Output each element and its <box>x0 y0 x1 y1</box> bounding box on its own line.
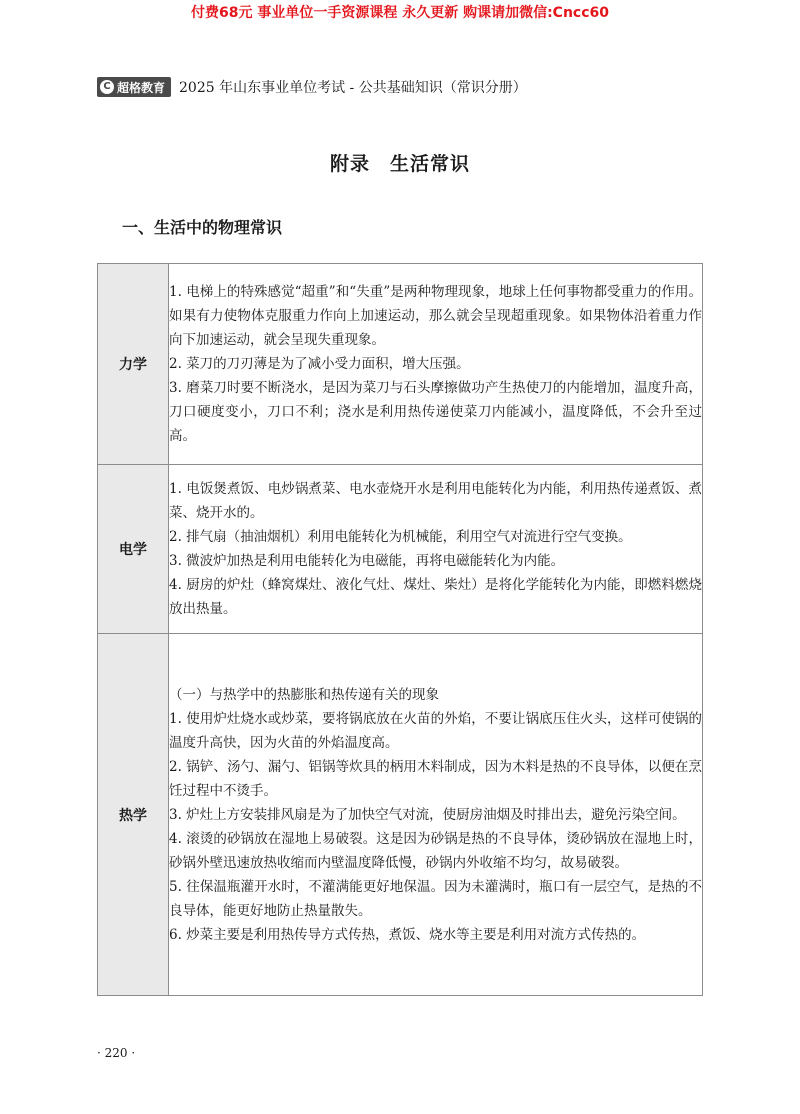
paragraph: 4. 厨房的炉灶（蜂窝煤灶、液化气灶、煤灶、柴灶）是将化学能转化为内能，即燃料燃烧放出热量。 <box>169 577 702 617</box>
paragraph: 6. 炒菜主要是利用热传导方式传热，煮饭、烧水等主要是利用对流方式传热的。 <box>169 926 646 943</box>
document-header <box>97 76 527 98</box>
paragraph: 3. 炉灶上方安装排风扇是为了加快空气对流，使厨房油烟及时排出去，避免污染空间。 <box>169 806 686 823</box>
paragraph: 3. 磨菜刀时要不断浇水，是因为菜刀与石头摩擦做功产生热使刀的内能增加，温度升高，刀口硬度变小，刀口不利；浇水是利用热传递使菜刀内能减小，温度降低，不会升至过高。 <box>169 380 702 444</box>
row-content <box>169 465 703 634</box>
table-row <box>98 465 703 634</box>
page-title: 附录 生活常识 <box>329 153 470 175</box>
logo-circle-icon: C <box>100 80 114 94</box>
table-row <box>98 264 703 465</box>
paragraph: 4. 滚烫的砂锅放在湿地上易破裂。这是因为砂锅是热的不良导体，烫砂锅放在湿地上时，砂锅外壁迅速放热收缩而内壁温度降低慢，砂锅内外收缩不均匀，故易破裂。 <box>169 830 702 871</box>
paragraph: 5. 往保温瓶灌开水时，不灌满能更好地保温。因为未灌满时，瓶口有一层空气，是热的不良导体，能更好地防止热量散失。 <box>169 878 702 919</box>
paragraph: 2. 排气扇（抽油烟机）利用电能转化为机械能，利用空气对流进行空气变换。 <box>169 529 632 545</box>
paragraph: 3. 微波炉加热是利用电能转化为电磁能，再将电磁能转化为内能。 <box>169 553 565 569</box>
row-content <box>169 264 703 465</box>
table-row <box>98 634 703 996</box>
paragraph: 2. 菜刀的刀刃薄是为了减小受力面积，增大压强。 <box>169 356 470 372</box>
logo-text: 超格教育 <box>117 80 166 95</box>
section-heading: 一、生活中的物理常识 <box>122 218 283 237</box>
header-title: 2025 年山东事业单位考试 - 公共基础知识（常识分册） <box>179 80 527 96</box>
paragraph: （一）与热学中的热膨胀和热传递有关的现象 <box>169 686 439 703</box>
category-mechanics: 力学 <box>98 264 169 465</box>
page-number: · 220 · <box>97 1046 136 1060</box>
paragraph: 2. 锅铲、汤勺、漏勺、铝锅等炊具的柄用木料制成，因为木料是热的不良导体，以便在烹饪过程中不烫手。 <box>169 758 702 799</box>
brand-logo <box>97 77 171 97</box>
category-electricity: 电学 <box>98 465 169 634</box>
physics-knowledge-table <box>97 263 703 996</box>
row-content <box>169 634 703 996</box>
promo-banner: 付费68元 事业单位一手资源课程 永久更新 购课请加微信:Cncc60 <box>190 5 610 21</box>
category-thermodynamics: 热学 <box>98 634 169 996</box>
paragraph: 1. 电饭煲煮饭、电炒锅煮菜、电水壶烧开水是利用电能转化为内能，利用热传递煮饭、煮菜、烧开水的。 <box>169 481 702 521</box>
paragraph: 1. 使用炉灶烧水或炒菜，要将锅底放在火苗的外焰，不要让锅底压住火头，这样可使锅的温度升高快，因为火苗的外焰温度高。 <box>169 710 702 751</box>
paragraph: 1. 电梯上的特殊感觉“超重”和“失重”是两种物理现象，地球上任何事物都受重力的作用。如果有力使物体克服重力作向上加速运动，那么就会呈现超重现象。如果物体沿着重力作向下加速运动，就会呈现失重现象。 <box>169 284 702 348</box>
